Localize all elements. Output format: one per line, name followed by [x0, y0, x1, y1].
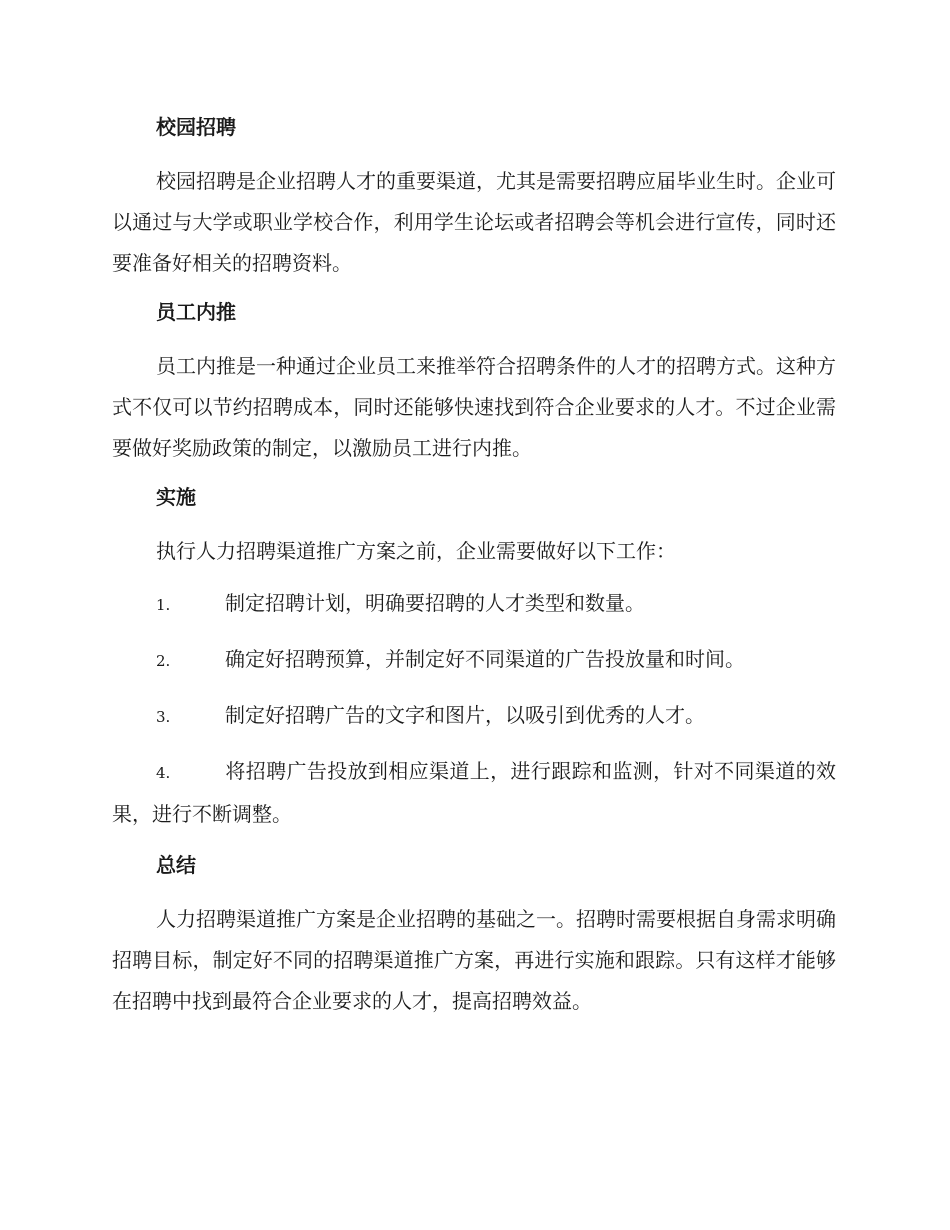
list-item-text: 将招聘广告投放到相应渠道上，进行跟踪和监测，针对不同渠道的效果，进行不断调整。 [112, 759, 836, 826]
paragraph-employee-referral: 员工内推是一种通过企业员工来推举符合招聘条件的人才的招聘方式。这种方式不仅可以节约招聘成本，同时还能够快速找到符合企业要求的人才。不过企业需要做好奖励政策的制定，以激励员工进行内推。 [112, 354, 836, 460]
list-item-text: 制定招聘计划，明确要招聘的人才类型和数量。 [225, 591, 645, 615]
list-item-number: 1. [156, 596, 171, 614]
section-summary [112, 848, 836, 1022]
list-item-number: 4. [156, 764, 171, 782]
list-item-number: 3. [156, 708, 171, 726]
document-page [112, 110, 836, 1033]
list-item [112, 639, 836, 682]
list-item [112, 583, 836, 626]
heading-employee-referral: 员工内推 [156, 300, 236, 324]
list-item-number: 2. [156, 652, 171, 670]
list-item [112, 751, 836, 835]
heading-implementation: 实施 [156, 485, 196, 509]
paragraph-implementation-intro: 执行人力招聘渠道推广方案之前，企业需要做好以下工作： [156, 539, 676, 563]
section-implementation [112, 480, 836, 835]
section-employee-referral [112, 295, 836, 469]
list-item-text: 确定好招聘预算，并制定好不同渠道的广告投放量和时间。 [225, 647, 745, 671]
paragraph-summary: 人力招聘渠道推广方案是企业招聘的基础之一。招聘时需要根据自身需求明确招聘目标，制定好不同的招聘渠道推广方案，再进行实施和跟踪。只有这样才能够在招聘中找到最符合企业要求的人才，提高招聘效益。 [112, 907, 836, 1013]
section-campus-recruitment [112, 110, 836, 284]
heading-summary: 总结 [156, 853, 196, 877]
heading-campus-recruitment: 校园招聘 [156, 115, 236, 139]
paragraph-campus-recruitment: 校园招聘是企业招聘人才的重要渠道，尤其是需要招聘应届毕业生时。企业可以通过与大学或职业学校合作，利用学生论坛或者招聘会等机会进行宣传，同时还要准备好相关的招聘资料。 [112, 169, 836, 275]
list-item [112, 695, 836, 738]
list-item-text: 制定好招聘广告的文字和图片，以吸引到优秀的人才。 [225, 703, 705, 727]
